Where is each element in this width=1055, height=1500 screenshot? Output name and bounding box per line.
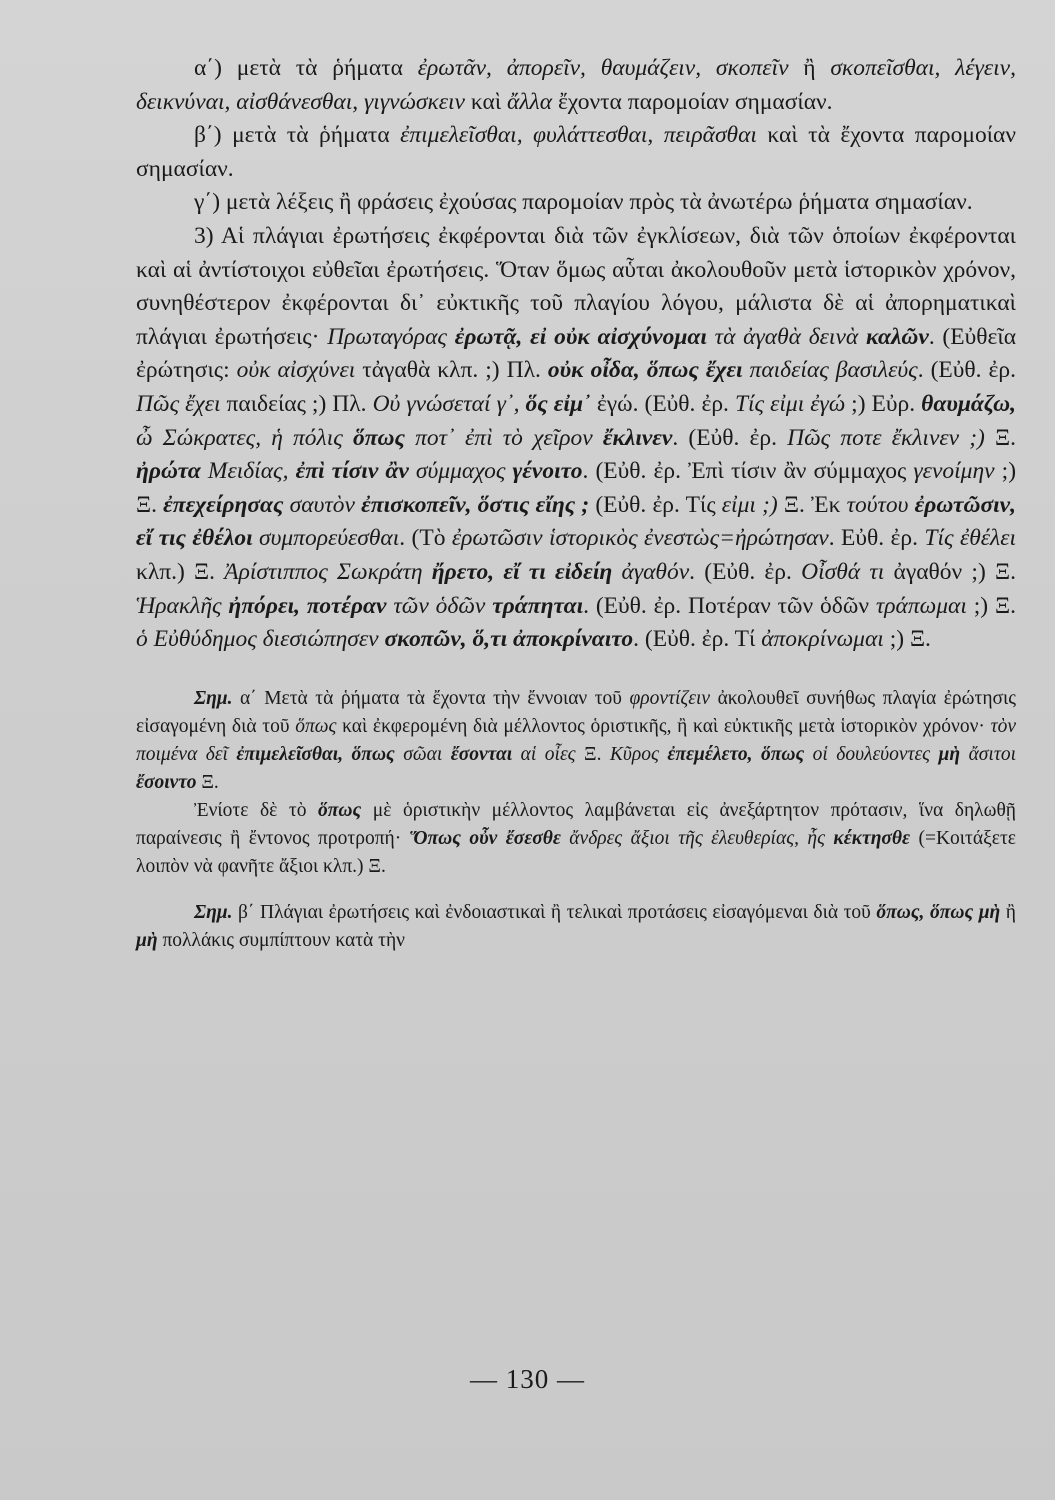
emphasized-run: ἄλλα [507, 88, 553, 115]
text-run: Ξ. [575, 743, 610, 765]
emphasized-run: ἔκλινεν [602, 424, 673, 451]
text-run: μὲ ὁριστικὴν μέλλοντος λαμβάνεται εἰς ἀνεξάρτητον πρότασιν, ἵνα δηλωθῇ παραίνεσις ἢ ἔντονος προτροπή· [136, 799, 1017, 849]
emphasized-run: Ἡρακλῆς [136, 592, 222, 619]
emphasized-run: ἄσιτοι [960, 743, 1016, 765]
emphasized-run: φροντίζειν [629, 687, 711, 709]
text-run: ;) Εὐρ. [845, 390, 922, 417]
text-run: γ΄) μετὰ λέξεις ἢ φράσεις ἐχούσας παρομοίαν πρὸς τὰ ἀνωτέρω ῥήματα σημασίαν. [194, 189, 973, 216]
text-run: καὶ τὰ ἔχοντα παρομοίαν σημασίαν. [136, 122, 1016, 182]
emphasized-run: Ὅπως οὖν ἔσεσθε [409, 827, 561, 849]
text-run: ἔχοντα παρομοίαν σημασίαν. [552, 88, 833, 115]
text-run: ἀκολουθεῖ συνήθως πλαγία ἐρώτησις εἰσαγομένη διὰ τοῦ [136, 687, 1016, 737]
page-number: — 130 — [470, 1364, 585, 1394]
emphasized-run: τούτου [846, 491, 909, 518]
text-run: β΄ Πλάγιαι ἐρωτήσεις καὶ ἐνδοιαστικαὶ ἢ τελικαὶ προτάσεις εἰσαγόμεναι διὰ τοῦ [232, 901, 877, 923]
emphasized-run: Τίς ἐθέλει [924, 525, 1016, 552]
emphasized-run: αἱ οἶες [512, 743, 576, 765]
emphasized-run: σαυτὸν [283, 491, 362, 518]
text-run: πολλάκις συμπίπτουν κατὰ τὴν [157, 929, 405, 951]
emphasized-run: ἀποκρίνωμαι [761, 626, 884, 653]
emphasized-run: σύμμαχος [408, 458, 513, 485]
text-run: ἐγώ. (Εὐθ. ἐρ. [590, 390, 735, 417]
text-run: . (Εὐθ. ἐρ. [672, 424, 788, 451]
emphasized-run: σῶαι [394, 743, 451, 765]
emphasized-run: ἐπισκοπεῖν, ὅστις εἴης ; [361, 491, 590, 518]
emphasized-run: ἐπὶ τίσιν ἂν [295, 458, 409, 485]
emphasized-run: Πρωταγόρας [327, 323, 447, 350]
text-run: . (Τὸ [399, 525, 452, 552]
emphasized-run: ἐρωτᾶν, ἀπορεῖν, θαυμάζειν, σκοπεῖν [417, 55, 789, 81]
note-alpha [136, 685, 1016, 797]
text-run: καὶ ἐκφερομένη διὰ μέλλοντος ὁριστικῆς, ἢ καὶ εὐκτικῆς μετὰ ἱστορικὸν χρόνον· [336, 715, 991, 737]
emphasized-run: ὅπως [295, 715, 337, 737]
emphasized-run: Οὐ γνώσεταί γ᾿, [372, 390, 520, 417]
text-run: ;) Ξ. [966, 592, 1016, 619]
text-run: . (Εὐθ. ἐρ. [689, 558, 802, 585]
text-run: . (Εὐθ. ἐρ. Ἐπὶ τίσιν ἂν σύμμαχος [582, 458, 914, 485]
emphasized-run: ὁ Εὐθύδημος διεσιώπησεν [136, 626, 379, 653]
emphasized-run: εἰμι ;) [721, 491, 778, 518]
emphasized-run: ἐπεμέλετο, ὅπως [658, 743, 805, 765]
emphasized-run: σκοπῶν, ὅ,τι ἀποκρίναιτο [378, 626, 634, 653]
emphasized-run: Σημ. [194, 687, 233, 709]
text-run: ἢ [788, 55, 831, 81]
emphasized-run: τὰ ἀγαθὰ δεινὰ [706, 323, 866, 350]
text-run: κλπ.) Ξ. [136, 558, 225, 585]
emphasized-run: ἠρώτα [136, 458, 201, 485]
note-alpha-continued [136, 797, 1016, 881]
emphasized-run: ἐπεχείρησας [163, 491, 284, 518]
text-run: ἀγαθόν ;) Ξ. [884, 558, 1016, 585]
text-run: . (Εὐθ. ἐρ. Ποτέραν τῶν ὁδῶν [583, 592, 876, 619]
emphasized-run: οὐκ αἰσχύνει [236, 357, 356, 384]
emphasized-run: ὅς εἰμ᾿ [519, 390, 591, 417]
paragraph-alpha [136, 52, 1016, 119]
text-run: παιδείας ;) Πλ. [220, 390, 373, 417]
text-run: . Εὐθ. ἐρ. [828, 525, 925, 552]
emphasized-run: ἤρετο, εἴ τι εἰδείη [422, 558, 613, 585]
emphasized-run: τράπηται [492, 592, 584, 619]
emphasized-run: θαυμάζω, [921, 390, 1016, 417]
emphasized-run: ἐρωτῶσιν, εἴ τις ἐθέλοι [136, 491, 1016, 552]
emphasized-run: ἐρωτῶσιν [451, 525, 543, 552]
emphasized-run: Τίς εἰμι ἐγώ [734, 390, 846, 417]
emphasized-run: ἐπιμελεῖσθαι, ὅπως [227, 743, 395, 765]
emphasized-run: ἐπιμελεῖσθαι, φυλάττεσθαι, πειρᾶσθαι [400, 122, 757, 149]
text-run: καὶ [465, 88, 508, 115]
text-run: Ξ. [984, 424, 1016, 451]
emphasized-run: μὴ [136, 929, 158, 951]
paragraph-beta [136, 119, 1016, 186]
emphasized-run: ἔσοιντο [136, 771, 197, 793]
emphasized-run: ἄνδρες ἄξιοι τῆς ἐλευθερίας, ἧς [560, 827, 834, 849]
text-run: Ξ. [196, 771, 219, 793]
emphasized-run: ἱστορικὸς ἐνεστὼς=ἠρώτησαν [542, 525, 829, 552]
emphasized-run: Κῦρος [609, 743, 659, 765]
emphasized-run: παιδείας βασιλεύς [742, 357, 918, 384]
emphasized-run: μὴ [938, 743, 961, 765]
text-column [136, 52, 1016, 955]
emphasized-run: καλῶν [865, 323, 929, 350]
emphasized-run: σκοπεῖσθαι, λέγειν, δεικνύναι, αἰσθάνεσθαι, γιγνώσκειν [136, 55, 1016, 115]
text-run: (Εὐθ. ἐρ. Τίς [589, 491, 722, 518]
note-beta [136, 899, 1016, 955]
paragraph-section-3 [136, 220, 1016, 657]
text-run: β΄) μετὰ τὰ ῥήματα [194, 122, 401, 149]
paragraph-gamma [136, 186, 1016, 220]
emphasized-run: ποτ᾿ ἐπὶ τὸ χεῖρον [405, 424, 603, 451]
emphasized-run: Πῶς ποτε ἔκλινεν ;) [787, 424, 985, 451]
emphasized-run: Οἶσθά τι [801, 558, 885, 585]
text-run: Ἐνίοτε δὲ τὸ [194, 799, 319, 821]
text-run: Ξ. Ἐκ [777, 491, 847, 518]
emphasized-run: γένοιτο [512, 458, 583, 485]
emphasized-run: ὅπως [352, 424, 405, 451]
emphasized-run: τὸν ποιμένα δεῖ [136, 715, 1016, 765]
emphasized-run: ὅπως [318, 799, 362, 821]
text-run: ἢ [1000, 901, 1016, 923]
text-run: α΄ Μετὰ τὰ ῥήματα τὰ ἔχοντα τὴν ἔννοιαν τοῦ [232, 687, 630, 709]
emphasized-run: ἠπόρει, ποτέραν [221, 592, 387, 619]
emphasized-run: ἔσονται [450, 743, 513, 765]
emphasized-run: ὦ Σώκρατες, ἡ πόλις [136, 424, 353, 451]
emphasized-run: Μειδίας, [200, 458, 296, 485]
emphasized-run: Σημ. [194, 901, 233, 923]
text-run: τἀγαθὰ κλπ. ;) Πλ. [355, 357, 548, 384]
text-run: 3) Αἱ πλάγιαι ἐρωτήσεις ἐκφέρονται διὰ τῶν ἐγκλίσεων, διὰ τῶν ὁποίων ἐκφέρονται καὶ αἱ ἀντίστοιχοι εὐθεῖαι ἐρωτήσεις. Ὅταν ὅμως αὗται ἀκολουθοῦν μετὰ ἱστορικὸν χρόνον, συνηθέστερον ἐκφέρονται δι᾿ εὐκτικῆς τοῦ πλαγίου λόγου, μάλιστα δὲ αἱ ἀπορηματικαὶ πλάγιαι ἐρωτήσεις· [136, 222, 1016, 350]
text-run: α΄) μετὰ τὰ ῥήματα [194, 55, 418, 81]
emphasized-run: κέκτησθε [833, 827, 911, 849]
emphasized-run: ὅπως, ὅπως μὴ [876, 901, 1001, 923]
emphasized-run: συμπορεύεσθαι [252, 525, 400, 552]
text-run: . (Εὐθεῖα ἐρώτησις: [136, 323, 1017, 384]
emphasized-run: ἀγαθόν [612, 558, 690, 585]
text-run: (=Κοιτάξετε λοιπὸν νὰ φανῆτε ἄξιοι κλπ.) Ξ. [136, 827, 1016, 877]
emphasized-run: τῶν ὁδῶν [386, 592, 493, 619]
emphasized-run: οὐκ οἶδα, ὅπως ἔχει [547, 357, 743, 384]
emphasized-run: τράπωμαι [875, 592, 967, 619]
emphasized-run: οἱ δουλεύοντες [804, 743, 939, 765]
emphasized-run: Πῶς ἔχει [136, 390, 221, 417]
text-run: ;) Ξ. [883, 626, 931, 653]
text-run: . (Εὐθ. ἐρ. [917, 357, 1017, 384]
text-run: . (Εὐθ. ἐρ. Τί [633, 626, 762, 653]
emphasized-run: Ἀρίστιππος Σωκράτη [224, 558, 423, 585]
text-run: ;) Ξ. [136, 458, 1017, 518]
emphasized-run: ἐρωτᾷ, εἰ οὐκ αἰσχύνομαι [446, 323, 707, 350]
emphasized-run: γενοίμην [913, 458, 995, 485]
